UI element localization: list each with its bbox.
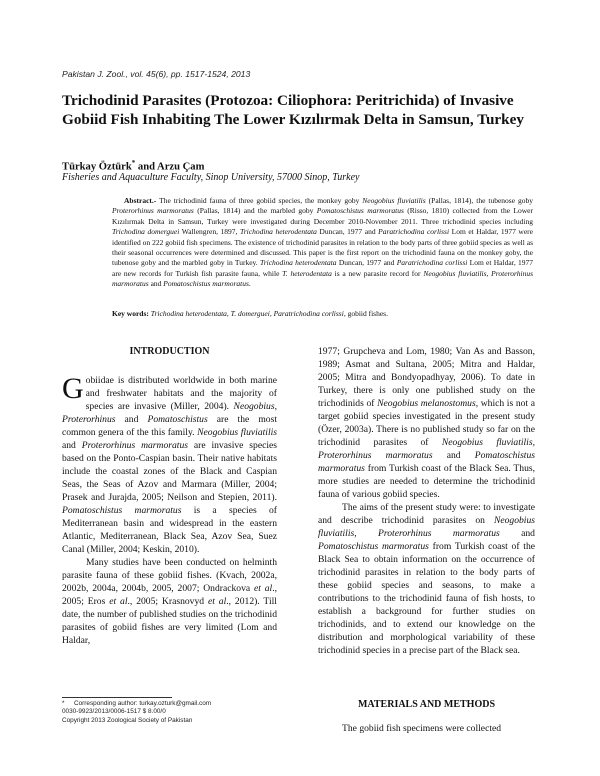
keywords xyxy=(112,309,533,319)
species-name: Neogobius fluviatilis, Proterorhinus marmoratus xyxy=(112,268,533,289)
species-name: Paratrichodina corlissi xyxy=(396,258,468,268)
abstract-text: and xyxy=(148,279,164,289)
footnotes xyxy=(62,700,302,725)
abstract-text: Lom et Haldar, 1977 are new records for Turkish fish parasite fauna, while xyxy=(112,258,534,278)
paper-title: Trichodinid Parasites (Protozoa: Ciliophora: Peritrichida) of Invasive Gobiid Fish Inhabiting The Lower Kızılırmak Delta in Samsun, Turkey xyxy=(62,92,524,128)
body-text: and xyxy=(432,450,475,461)
species-name: Pomatoschistus marmoratus xyxy=(318,541,429,552)
et-al: et al xyxy=(207,596,227,607)
species-name: Neogobius fluviatilis, Proterorhinus marmoratus xyxy=(318,515,535,539)
corresponding-footnote xyxy=(62,700,302,708)
body-text: ., 2012). Till date, the number of published studies on the trichodinid parasites of gobiid fishes are very limited (Lom and Haldar, xyxy=(62,596,277,646)
corresponding-mark: * xyxy=(131,159,136,167)
abstract-text: is a new parasite record for xyxy=(331,268,424,278)
species-name: Trichodina domerguei xyxy=(112,227,180,237)
abstract-text: The trichodinid fauna of three gobiid species, the monkey goby xyxy=(156,196,363,205)
body-text: obiidae is distributed worldwide in both marine and freshwater habitats and the majority of species are invasive (Miller, 2004). xyxy=(85,375,277,412)
species-name: Proterorhinus marmoratus xyxy=(81,440,188,451)
species-name: Proterorhinus marmoratus xyxy=(112,206,194,216)
intro-paragraph-1 xyxy=(62,374,277,556)
affiliation: Fisheries and Aquaculture Faculty, Sinop University, 57000 Sinop, Turkey xyxy=(62,172,360,183)
author-connector: and xyxy=(135,161,158,173)
keywords-label: Key words: xyxy=(112,309,149,318)
body-text: ., 2005; Krasnovyd xyxy=(127,596,208,607)
body-text: from Turkish coast of the Black Sea to obtain information on the occurrence of trichodinid parasites in relation to the body parts of these gobiid species and seasons, to make a contributions to the trichodinid fauna of fish hosts, to establish a background for further studies on trichodinids, and to extend our knowledge on the distribution and morphological variability of these trichodinid species in a precise part of the Black sea. xyxy=(318,541,535,656)
right-column xyxy=(318,345,535,657)
abstract-text: Lom et Haldar, 1977 were identified on 222 gobiid fish specimens. The existence of trichodinid parasites in relation to the body parts of three gobiid species as well as their seasonal occurrences were determined and discussed. This paper is the first report on the trichodinid fauna on the monkey goby, the tubenose goby and the marbled goby in Turkey. xyxy=(112,227,533,268)
left-column xyxy=(62,345,277,647)
abstract-text: (Risso, 1810) collected from the Lower Kızılırmak Delta in Samsun, Turkey were investigated during December 2010-November 2011. Three trichodinid species including xyxy=(112,206,533,226)
species-name: Pomatoschistus xyxy=(147,414,208,425)
author-1: Türkay Öztürk xyxy=(62,161,132,173)
body-text: Many studies have been conducted on helminth parasite fauna of these gobiid fishes. (Kvach, 2002a, 2002b, 2004a, 2004b, 2005, 2007; Ondrackova xyxy=(62,557,277,594)
body-text: 1977; Grupcheva and Lom, 1980; Van As and Basson, 1989; Asmat and Sultana, 2005; Mitra and Haldar, 2005; Mitra and Bondyopadhyay, 2006). To date in Turkey, there is only one published study on the trichodinids of xyxy=(318,346,535,409)
species-name: Trichodina heterodentata xyxy=(239,227,317,237)
keywords-list: Trichodina heterodentata, T. domerguei, Paratrichodina corlissi xyxy=(148,309,344,318)
abstract-text: (Pallas, 1814), the tubenose goby xyxy=(425,196,534,205)
species-name: Neogobius fluviatilis, Proterorhinus marmoratus xyxy=(318,437,535,461)
species-name: T. heterodentata xyxy=(282,268,332,278)
body-text: ., 2005; Eros xyxy=(62,583,277,607)
methods-heading: MATERIALS AND METHODS xyxy=(357,699,496,710)
abstract xyxy=(112,196,533,290)
species-name: Paratrichodina corlissi xyxy=(378,227,450,237)
species-name: Pomatoschistus marmoratus xyxy=(163,279,249,289)
body-text: and xyxy=(499,528,535,539)
corresponding-author: Corresponding author: turkay.ozturk@gmail.com xyxy=(74,700,212,707)
species-name: Neogobius, Proterorhinus xyxy=(62,401,277,425)
abstract-text: Duncan, 1977 and xyxy=(316,227,379,237)
abstract-text: . xyxy=(248,279,251,289)
body-text: and xyxy=(115,414,148,425)
intro-paragraph-2 xyxy=(62,556,277,647)
methods-text: The gobiid fish specimens were collected xyxy=(342,723,502,734)
species-name: Neogobius fluviatilis xyxy=(362,196,426,205)
body-text: , which is not a target gobiid species investigated in the present study (Özer, 2003a). There is no published study so far on the trichodinid parasites of xyxy=(318,398,535,448)
copyright-line: Copyright 2013 Zoological Society of Pakistan xyxy=(62,716,193,724)
species-name: Pomatoschistus marmoratus xyxy=(62,505,182,516)
species-name: Pomatoschistus marmoratus xyxy=(316,206,404,216)
abstract-text: (Pallas, 1814) and the marbled goby xyxy=(193,206,317,216)
issn-line: 0030-9923/2013/0006-1517 $ 8.00/0 xyxy=(62,708,166,716)
species-name: Trichodina heterodentata xyxy=(259,258,337,268)
author-line xyxy=(62,159,542,173)
intro-paragraph-2-continued xyxy=(318,345,535,501)
footnote-mark: * xyxy=(62,700,65,707)
abstract-text: Duncan, 1977 and xyxy=(336,258,397,268)
abstract-text: Wallengren, 1897, xyxy=(179,227,240,237)
body-text: are invasive species based on the Ponto-Caspian basin. Their native habitats include the coastal zones of the Black and Caspian Seas, the Seas of Azov and Marmara (Miller, 2004; Prasek and Jurajda, 2005; Neilson and Stepien, 2011). xyxy=(62,440,277,503)
introduction-heading: INTRODUCTION xyxy=(129,346,210,357)
abstract-label: Abstract.- xyxy=(124,196,157,205)
author-2: Arzu Çam xyxy=(157,161,205,173)
body-text: The aims of the present study were: to investigate and describe trichodinid parasites on xyxy=(318,502,535,526)
body-text: is a species of Mediterranean basin and widespread in the eastern Atlantic, Mediterranean, Black Sea, Azov Sea, Suez Canal (Miller, 2004; Keskin, 2010). xyxy=(62,505,277,555)
journal-citation: Pakistan J. Zool., vol. 45(6), pp. 1517-1524, 2013 xyxy=(62,69,251,79)
species-name: Pomatoschistus marmoratus xyxy=(318,450,535,474)
keywords-tail: , gobiid fishes. xyxy=(343,309,388,318)
body-text: from Turkish coast of the Black Sea. Thus, more studies are needed to determine the trichodinid fauna of various gobiid species. xyxy=(318,463,535,500)
body-text: and xyxy=(62,440,82,451)
intro-paragraph-3 xyxy=(318,501,535,657)
et-al: et al xyxy=(253,583,273,594)
species-name: Neogobius melanostomus xyxy=(377,398,476,409)
species-name: Neogobius fluviatilis xyxy=(197,427,278,438)
footnote-divider xyxy=(62,697,172,698)
et-al: et al xyxy=(109,596,128,607)
body-text: are the most common genera of the this family. xyxy=(62,414,277,438)
drop-cap: G xyxy=(62,372,84,405)
